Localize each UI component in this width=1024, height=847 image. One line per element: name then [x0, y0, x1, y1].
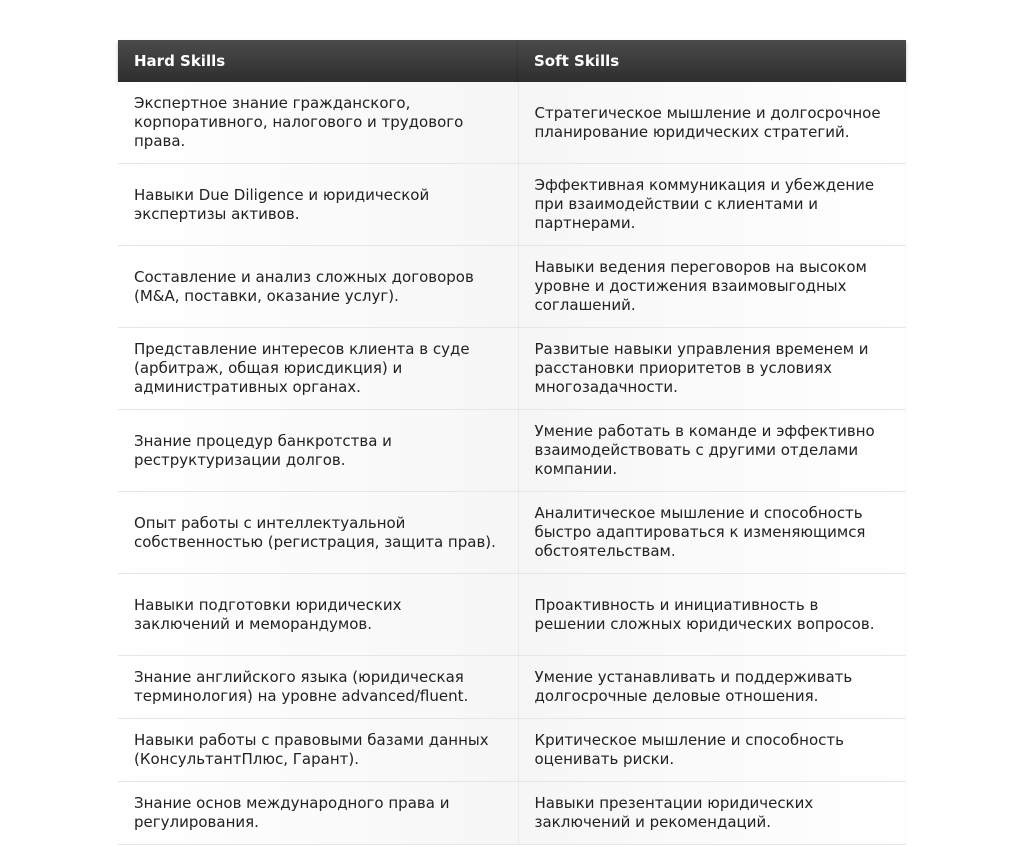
soft-skill-cell: Критическое мышление и способность оценивать риски. — [518, 719, 906, 782]
hard-skill-cell: Знание основ международного права и регулирования. — [118, 782, 518, 845]
hard-skill-cell: Экспертное знание гражданского, корпоративного, налогового и трудового права. — [118, 82, 518, 164]
table-row — [118, 246, 906, 328]
hard-skill-cell: Знание процедур банкротства и реструктуризации долгов. — [118, 410, 518, 492]
skills-table — [118, 40, 906, 845]
hard-skill-cell: Знание английского языка (юридическая терминология) на уровне advanced/fluent. — [118, 656, 518, 719]
hard-skill-cell: Представление интересов клиента в суде (арбитраж, общая юрисдикция) и административных органах. — [118, 328, 518, 410]
soft-skill-cell: Аналитическое мышление и способность быстро адаптироваться к изменяющимся обстоятельствам. — [518, 492, 906, 574]
table-row — [118, 656, 906, 719]
soft-skill-cell: Умение работать в команде и эффективно взаимодействовать с другими отделами компании. — [518, 410, 906, 492]
header-soft-skills: Soft Skills — [518, 40, 906, 82]
hard-skill-cell: Составление и анализ сложных договоров (M&A, поставки, оказание услуг). — [118, 246, 518, 328]
table-row — [118, 719, 906, 782]
table-row — [118, 574, 906, 656]
soft-skill-cell: Навыки ведения переговоров на высоком уровне и достижения взаимовыгодных соглашений. — [518, 246, 906, 328]
table-row — [118, 82, 906, 164]
soft-skill-cell: Навыки презентации юридических заключений и рекомендаций. — [518, 782, 906, 845]
table-row — [118, 164, 906, 246]
soft-skill-cell: Развитые навыки управления временем и расстановки приоритетов в условиях многозадачности. — [518, 328, 906, 410]
table-row — [118, 328, 906, 410]
soft-skill-cell: Проактивность и инициативность в решении сложных юридических вопросов. — [518, 574, 906, 656]
table-row — [118, 782, 906, 845]
soft-skill-cell: Эффективная коммуникация и убеждение при взаимодействии с клиентами и партнерами. — [518, 164, 906, 246]
hard-skill-cell: Навыки работы с правовыми базами данных (КонсультантПлюс, Гарант). — [118, 719, 518, 782]
header-hard-skills: Hard Skills — [118, 40, 518, 82]
hard-skill-cell: Навыки подготовки юридических заключений и меморандумов. — [118, 574, 518, 656]
table-header-row — [118, 40, 906, 82]
hard-skill-cell: Навыки Due Diligence и юридической экспертизы активов. — [118, 164, 518, 246]
soft-skill-cell: Умение устанавливать и поддерживать долгосрочные деловые отношения. — [518, 656, 906, 719]
skills-table-container — [118, 40, 906, 845]
table-row — [118, 410, 906, 492]
hard-skill-cell: Опыт работы с интеллектуальной собственностью (регистрация, защита прав). — [118, 492, 518, 574]
soft-skill-cell: Стратегическое мышление и долгосрочное планирование юридических стратегий. — [518, 82, 906, 164]
table-row — [118, 492, 906, 574]
